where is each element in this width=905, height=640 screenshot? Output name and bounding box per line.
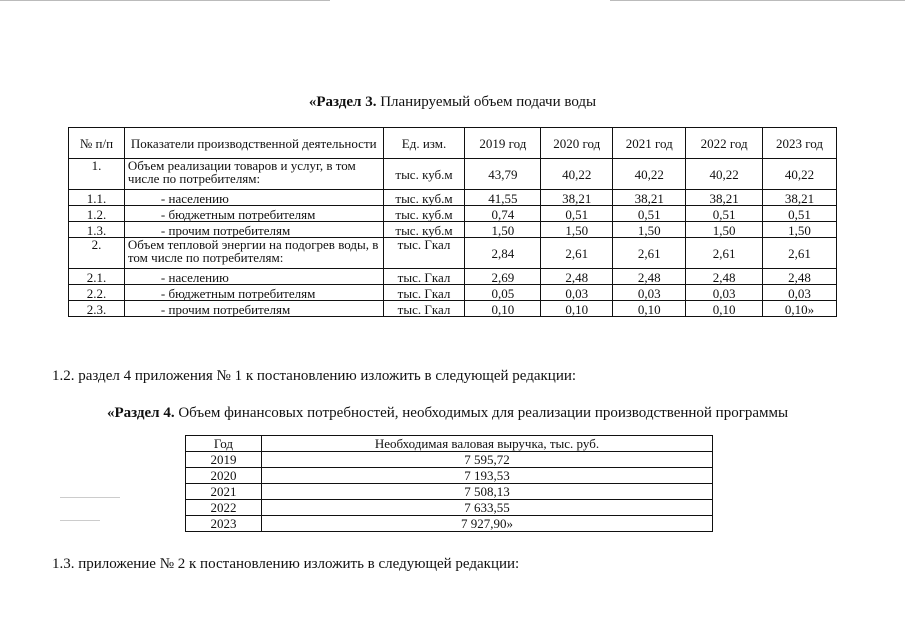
header-cell: 2020 год bbox=[541, 128, 613, 159]
row-year: 2022 bbox=[186, 500, 262, 516]
row-value: 2,48 bbox=[541, 269, 613, 285]
row-indicator: - прочим потребителям bbox=[124, 301, 383, 317]
row-value: 0,10 bbox=[613, 301, 686, 317]
table-row bbox=[69, 159, 837, 190]
row-year: 2020 bbox=[186, 468, 262, 484]
row-value: 2,61 bbox=[686, 238, 763, 269]
row-number: 1.2. bbox=[69, 206, 125, 222]
row-value: 0,10 bbox=[541, 301, 613, 317]
row-value: 1,50 bbox=[613, 222, 686, 238]
header-cell: 2022 год bbox=[686, 128, 763, 159]
scan-artifact-line bbox=[60, 497, 120, 498]
row-value: 43,79 bbox=[465, 159, 541, 190]
row-value: 0,03 bbox=[686, 285, 763, 301]
table-row bbox=[69, 206, 837, 222]
table-header-row bbox=[186, 436, 713, 452]
row-year: 2021 bbox=[186, 484, 262, 500]
row-unit: тыс. Гкал bbox=[383, 301, 465, 317]
row-number: 1.1. bbox=[69, 190, 125, 206]
row-value: 7 633,55 bbox=[261, 500, 712, 516]
row-value: 2,61 bbox=[763, 238, 837, 269]
row-value: 0,03 bbox=[613, 285, 686, 301]
row-indicator: Объем реализации товаров и услуг, в том числе по потребителям: bbox=[124, 159, 383, 190]
paragraph-1-2: 1.2. раздел 4 приложения № 1 к постановлению изложить в следующей редакции: bbox=[52, 368, 577, 384]
row-number: 1.3. bbox=[69, 222, 125, 238]
row-unit: тыс. куб.м bbox=[383, 206, 465, 222]
table-row bbox=[186, 500, 713, 516]
financial-needs-table bbox=[185, 435, 713, 532]
scan-edge-line bbox=[610, 0, 905, 1]
paragraph-1-3: 1.3. приложение № 2 к постановлению изложить в следующей редакции: bbox=[52, 556, 520, 572]
row-unit: тыс. Гкал bbox=[383, 269, 465, 285]
row-value: 2,61 bbox=[541, 238, 613, 269]
row-year: 2023 bbox=[186, 516, 262, 532]
row-indicator: - населению bbox=[124, 190, 383, 206]
row-value: 7 193,53 bbox=[261, 468, 712, 484]
row-value: 2,69 bbox=[465, 269, 541, 285]
section4-prefix: «Раздел 4. bbox=[107, 405, 175, 421]
row-value: 0,03 bbox=[763, 285, 837, 301]
row-value: 0,51 bbox=[686, 206, 763, 222]
water-supply-table bbox=[68, 127, 837, 317]
row-value: 0,03 bbox=[541, 285, 613, 301]
row-number: 2.3. bbox=[69, 301, 125, 317]
row-value: 2,48 bbox=[763, 269, 837, 285]
row-value: 0,10 bbox=[465, 301, 541, 317]
row-value: 38,21 bbox=[686, 190, 763, 206]
row-indicator: - бюджетным потребителям bbox=[124, 285, 383, 301]
row-value: 1,50 bbox=[541, 222, 613, 238]
row-indicator: - бюджетным потребителям bbox=[124, 206, 383, 222]
row-value: 0,10 bbox=[686, 301, 763, 317]
row-value: 0,51 bbox=[763, 206, 837, 222]
table-row bbox=[186, 452, 713, 468]
row-unit: тыс. куб.м bbox=[383, 222, 465, 238]
row-value: 38,21 bbox=[763, 190, 837, 206]
table-row bbox=[69, 238, 837, 269]
table-row bbox=[69, 190, 837, 206]
row-value: 38,21 bbox=[541, 190, 613, 206]
row-indicator: - населению bbox=[124, 269, 383, 285]
row-number: 1. bbox=[69, 159, 125, 190]
row-indicator: Объем тепловой энергии на подогрев воды, в том числе по потребителям: bbox=[124, 238, 383, 269]
row-value: 7 927,90» bbox=[261, 516, 712, 532]
scan-edge-line bbox=[0, 0, 330, 1]
section4-heading bbox=[107, 405, 788, 422]
row-indicator: - прочим потребителям bbox=[124, 222, 383, 238]
row-unit: тыс. Гкал bbox=[383, 238, 465, 269]
row-value: 7 508,13 bbox=[261, 484, 712, 500]
row-value: 0,74 bbox=[465, 206, 541, 222]
header-cell: № п/п bbox=[69, 128, 125, 159]
table-row bbox=[186, 468, 713, 484]
row-number: 2.1. bbox=[69, 269, 125, 285]
header-cell: Ед. изм. bbox=[383, 128, 465, 159]
row-value: 40,22 bbox=[686, 159, 763, 190]
section3-heading bbox=[0, 94, 905, 111]
row-value: 40,22 bbox=[763, 159, 837, 190]
row-value: 1,50 bbox=[465, 222, 541, 238]
row-value: 1,50 bbox=[686, 222, 763, 238]
table-row bbox=[69, 269, 837, 285]
scan-artifact-line bbox=[60, 520, 100, 521]
row-value: 0,51 bbox=[613, 206, 686, 222]
row-value: 0,51 bbox=[541, 206, 613, 222]
row-value: 40,22 bbox=[613, 159, 686, 190]
row-value: 0,10» bbox=[763, 301, 837, 317]
row-value: 2,84 bbox=[465, 238, 541, 269]
header-cell: 2019 год bbox=[465, 128, 541, 159]
section3-prefix: «Раздел 3. bbox=[308, 94, 377, 110]
header-cell: 2023 год bbox=[763, 128, 837, 159]
row-value: 1,50 bbox=[763, 222, 837, 238]
section4-title: Объем финансовых потребностей, необходимых для реализации производственной программы bbox=[174, 405, 789, 421]
row-value: 0,05 bbox=[465, 285, 541, 301]
row-value: 7 595,72 bbox=[261, 452, 712, 468]
row-value: 41,55 bbox=[465, 190, 541, 206]
table-row bbox=[186, 484, 713, 500]
table-row bbox=[69, 301, 837, 317]
row-number: 2.2. bbox=[69, 285, 125, 301]
row-value: 2,61 bbox=[613, 238, 686, 269]
row-value: 40,22 bbox=[541, 159, 613, 190]
header-cell: Необходимая валовая выручка, тыс. руб. bbox=[261, 436, 712, 452]
row-value: 2,48 bbox=[613, 269, 686, 285]
table-row bbox=[186, 516, 713, 532]
row-unit: тыс. Гкал bbox=[383, 285, 465, 301]
table-header-row bbox=[69, 128, 837, 159]
row-value: 2,48 bbox=[686, 269, 763, 285]
row-number: 2. bbox=[69, 238, 125, 269]
header-cell: 2021 год bbox=[613, 128, 686, 159]
row-value: 38,21 bbox=[613, 190, 686, 206]
table-row bbox=[69, 222, 837, 238]
table-row bbox=[69, 285, 837, 301]
row-unit: тыс. куб.м bbox=[383, 159, 465, 190]
section3-title: Планируемый объем подачи воды bbox=[376, 94, 597, 110]
row-unit: тыс. куб.м bbox=[383, 190, 465, 206]
header-cell: Показатели производственной деятельности bbox=[124, 128, 383, 159]
row-year: 2019 bbox=[186, 452, 262, 468]
header-cell: Год bbox=[186, 436, 262, 452]
